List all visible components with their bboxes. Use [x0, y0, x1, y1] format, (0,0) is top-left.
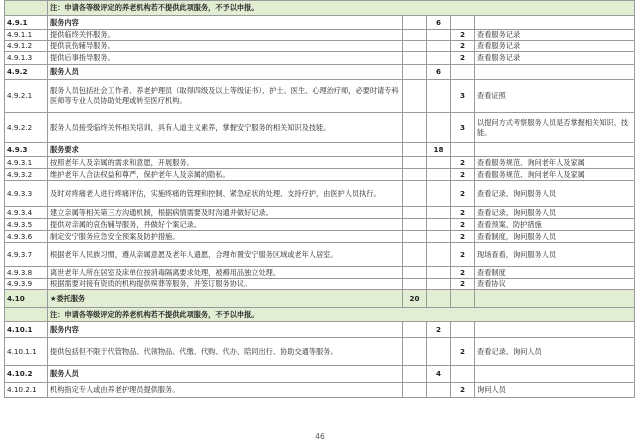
code-cell: 4.10.2	[5, 366, 48, 383]
method-cell: 现场查看，询问服务人员	[475, 243, 635, 267]
score-cell-2	[427, 207, 451, 219]
code-cell: 4.9.2.1	[5, 80, 48, 113]
method-cell: 查看服务记录	[475, 30, 635, 41]
score-cell-1	[403, 65, 427, 80]
table-row	[5, 279, 635, 290]
code-cell: 4.9.3.5	[5, 219, 48, 231]
content-cell: 制定安宁服务应急安全预案及防护措施。	[48, 231, 403, 243]
standards-table	[4, 0, 635, 398]
score-cell-2	[427, 52, 451, 65]
score-cell-3: 2	[451, 157, 475, 169]
content-cell: 及时对疼痛老人进行疼痛评估，实施疼痛的管理和控制、紧急症状的处理、支持疗护，由医护人员执行。	[48, 181, 403, 207]
table-body	[5, 1, 635, 398]
score-cell-1	[403, 181, 427, 207]
score-cell-2	[427, 169, 451, 181]
score-cell-1	[403, 207, 427, 219]
content-cell: 服务内容	[48, 16, 403, 30]
content-cell: ★委托服务	[48, 290, 403, 308]
score-cell-1	[403, 16, 427, 30]
score-cell-1	[403, 383, 427, 398]
score-cell-1	[403, 231, 427, 243]
code-cell: 4.9.3.8	[5, 267, 48, 279]
table-row	[5, 16, 635, 30]
method-cell: 查看协议	[475, 279, 635, 290]
score-cell-3: 2	[451, 52, 475, 65]
content-cell: 服务人员包括社会工作者、养老护理员（取得四级及以上等级证书）、护士、医生、心理治疗师，必要时请专科医师等专业人员协助处理或转至医疗机构。	[48, 80, 403, 113]
table-row	[5, 1, 635, 16]
note-cell: 注：申请各等级评定的养老机构若不提供此项服务，不予以申报。	[48, 308, 635, 322]
score-cell-2	[427, 41, 451, 52]
code-cell: 4.9.3	[5, 143, 48, 157]
score-cell-2	[427, 267, 451, 279]
code-cell: 4.9.3.6	[5, 231, 48, 243]
score-cell-2	[427, 30, 451, 41]
score-cell-3	[451, 16, 475, 30]
score-cell-2: 2	[427, 322, 451, 338]
table-row	[5, 231, 635, 243]
code-cell: 4.10.1.1	[5, 338, 48, 366]
score-cell-2	[427, 231, 451, 243]
score-cell-3: 2	[451, 169, 475, 181]
score-cell-1	[403, 267, 427, 279]
table-row	[5, 267, 635, 279]
table-row	[5, 169, 635, 181]
table-row	[5, 207, 635, 219]
method-cell: 查看制度	[475, 267, 635, 279]
score-cell-1	[403, 366, 427, 383]
code-cell: 4.9.3.9	[5, 279, 48, 290]
code-cell: 4.9.3.1	[5, 157, 48, 169]
score-cell-3: 2	[451, 279, 475, 290]
table-row	[5, 366, 635, 383]
code-cell: 4.9.1	[5, 16, 48, 30]
score-cell-2	[427, 113, 451, 143]
code-cell: 4.9.1.1	[5, 30, 48, 41]
score-cell-1	[403, 322, 427, 338]
code-cell: 4.9.2	[5, 65, 48, 80]
score-cell-1	[403, 219, 427, 231]
table-row	[5, 322, 635, 338]
method-cell	[475, 366, 635, 383]
score-cell-1	[403, 279, 427, 290]
score-cell-3: 2	[451, 219, 475, 231]
table-row	[5, 80, 635, 113]
content-cell: 维护老年人合法权益和尊严，保护老年人及亲属的隐私。	[48, 169, 403, 181]
note-cell: 注：申请各等级评定的养老机构若不提供此项服务，不予以申报。	[48, 1, 635, 16]
method-cell: 查看制度，询问服务人员	[475, 231, 635, 243]
content-cell: 提供哀伤辅导服务。	[48, 41, 403, 52]
score-cell-3: 3	[451, 113, 475, 143]
content-cell: 机构指定专人或由养老护理员提供服务。	[48, 383, 403, 398]
content-cell: 服务内容	[48, 322, 403, 338]
code-cell: 4.10.2.1	[5, 383, 48, 398]
table-row	[5, 143, 635, 157]
method-cell: 查看记录、询问服务人员	[475, 181, 635, 207]
score-cell-3: 2	[451, 383, 475, 398]
table-row	[5, 383, 635, 398]
method-cell: 查看记录、询问服务人员	[475, 207, 635, 219]
score-cell-1	[403, 30, 427, 41]
score-cell-3: 2	[451, 181, 475, 207]
code-cell: 4.10	[5, 290, 48, 308]
score-cell-1	[403, 52, 427, 65]
code-cell: 4.9.1.3	[5, 52, 48, 65]
score-cell-3: 3	[451, 80, 475, 113]
content-cell: 服务人员接受临终关怀相关培训，具有人道主义素养，掌握安宁服务的相关知识及技能。	[48, 113, 403, 143]
score-cell-1: 20	[403, 290, 427, 308]
page-number: 46	[315, 432, 325, 441]
table-row	[5, 181, 635, 207]
empty-cell	[5, 1, 48, 16]
score-cell-3: 2	[451, 41, 475, 52]
table-row	[5, 113, 635, 143]
method-cell: 查看记录、询问人员	[475, 338, 635, 366]
score-cell-2	[427, 338, 451, 366]
table-row	[5, 157, 635, 169]
score-cell-2	[427, 243, 451, 267]
score-cell-2: 6	[427, 16, 451, 30]
score-cell-3	[451, 322, 475, 338]
score-cell-2	[427, 279, 451, 290]
content-cell: 根据老年人民族习惯，遵从亲属意愿及老年人遗愿，合理布置安宁服务区域或老年人居室。	[48, 243, 403, 267]
score-cell-1	[403, 143, 427, 157]
method-cell: 查看服务规范、询问老年人及家属	[475, 169, 635, 181]
score-cell-2	[427, 290, 451, 308]
table-row	[5, 290, 635, 308]
code-cell: 4.9.3.3	[5, 181, 48, 207]
score-cell-1	[403, 80, 427, 113]
code-cell: 4.9.1.2	[5, 41, 48, 52]
method-cell	[475, 322, 635, 338]
score-cell-1	[403, 157, 427, 169]
method-cell: 查看服务规范、询问老年人及家属	[475, 157, 635, 169]
method-cell: 询问人员	[475, 383, 635, 398]
score-cell-1	[403, 338, 427, 366]
empty-cell	[5, 308, 48, 322]
code-cell: 4.10.1	[5, 322, 48, 338]
score-cell-1	[403, 41, 427, 52]
method-cell: 查看服务记录	[475, 52, 635, 65]
content-cell: 服务要求	[48, 143, 403, 157]
content-cell: 提供临终关怀服务。	[48, 30, 403, 41]
score-cell-2	[427, 80, 451, 113]
method-cell	[475, 290, 635, 308]
method-cell: 以提问方式考察服务人员是否掌握相关知识、技能。	[475, 113, 635, 143]
table-row	[5, 52, 635, 65]
score-cell-3	[451, 290, 475, 308]
content-cell: 提供包括但不限于代管物品、代领物品、代缴、代购、代办、陪同出行、协助交通等服务。	[48, 338, 403, 366]
table-row	[5, 219, 635, 231]
score-cell-3	[451, 143, 475, 157]
score-cell-3: 2	[451, 243, 475, 267]
score-cell-1	[403, 169, 427, 181]
method-cell	[475, 65, 635, 80]
table-row	[5, 41, 635, 52]
score-cell-1	[403, 243, 427, 267]
score-cell-3: 2	[451, 30, 475, 41]
score-cell-1	[403, 113, 427, 143]
score-cell-2	[427, 383, 451, 398]
method-cell: 查看证照	[475, 80, 635, 113]
content-cell: 提供后事指导服务。	[48, 52, 403, 65]
table-row	[5, 30, 635, 41]
score-cell-2: 18	[427, 143, 451, 157]
table-row	[5, 308, 635, 322]
score-cell-3: 2	[451, 231, 475, 243]
score-cell-3: 2	[451, 267, 475, 279]
score-cell-2	[427, 219, 451, 231]
content-cell: 服务人员	[48, 366, 403, 383]
score-cell-3	[451, 366, 475, 383]
method-cell: 查看服务记录	[475, 41, 635, 52]
content-cell: 服务人员	[48, 65, 403, 80]
content-cell: 提供对亲属的哀伤辅导服务，并做好个案记录。	[48, 219, 403, 231]
score-cell-2: 4	[427, 366, 451, 383]
score-cell-2: 6	[427, 65, 451, 80]
method-cell: 查看预案、防护措施	[475, 219, 635, 231]
score-cell-3	[451, 65, 475, 80]
method-cell	[475, 143, 635, 157]
code-cell: 4.9.2.2	[5, 113, 48, 143]
table-row	[5, 243, 635, 267]
table-row	[5, 338, 635, 366]
content-cell: 离世老年人所在居室及床单位按消毒隔离要求处理，被褥用品独立处理。	[48, 267, 403, 279]
score-cell-2	[427, 157, 451, 169]
code-cell: 4.9.3.2	[5, 169, 48, 181]
content-cell: 按照老年人及亲属的需求和意愿，开展服务。	[48, 157, 403, 169]
score-cell-2	[427, 181, 451, 207]
code-cell: 4.9.3.7	[5, 243, 48, 267]
table-row	[5, 65, 635, 80]
content-cell: 根据需要对接有资质的机构提供殡葬等服务，并签订服务协议。	[48, 279, 403, 290]
score-cell-3: 2	[451, 338, 475, 366]
method-cell	[475, 16, 635, 30]
score-cell-3: 2	[451, 207, 475, 219]
code-cell: 4.9.3.4	[5, 207, 48, 219]
content-cell: 建立亲属等相关第三方沟通机制，根据病情需要及时沟通并做好记录。	[48, 207, 403, 219]
